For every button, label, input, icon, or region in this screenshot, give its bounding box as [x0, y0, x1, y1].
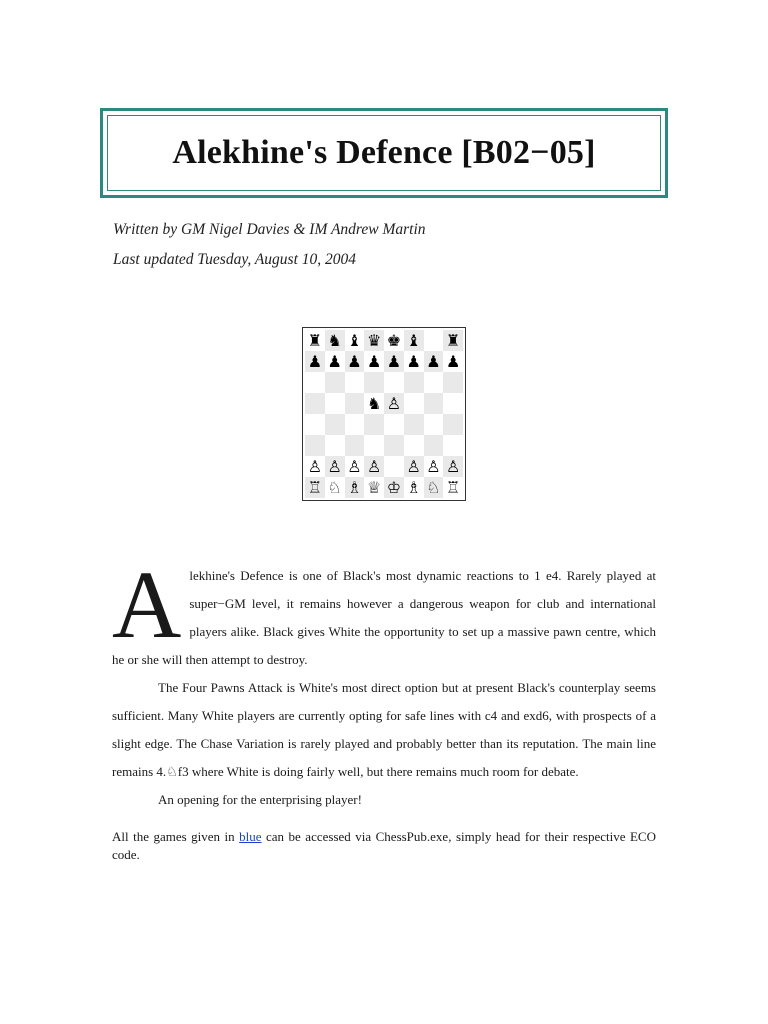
board-square: ♙ [364, 456, 384, 477]
byline-authors: Written by GM Nigel Davies & IM Andrew Martin [113, 221, 426, 238]
board-square: ♟ [443, 351, 463, 372]
board-square [305, 414, 325, 435]
board-square [424, 414, 444, 435]
board-square: ♘ [325, 477, 345, 498]
board-square [325, 414, 345, 435]
board-square: ♖ [443, 477, 463, 498]
intro-text: lekhine's Defence is one of Black's most dynamic reactions to 1 e4. Rarely played at super−GM level, it remains however a dangerous weapon for club and international players alike. Black gives White the opportunity to set up a massive pawn centre, which he or she will then attempt to destroy. [112, 568, 656, 667]
board-square [325, 372, 345, 393]
board-square: ♞ [325, 330, 345, 351]
board-square [384, 435, 404, 456]
board-square [305, 372, 325, 393]
board-square: ♜ [305, 330, 325, 351]
board-square [345, 414, 365, 435]
board-square [404, 372, 424, 393]
board-square [443, 372, 463, 393]
chess-diagram [302, 327, 466, 501]
board-square [443, 435, 463, 456]
board-square [305, 393, 325, 414]
board-square [404, 393, 424, 414]
board-square: ♟ [384, 351, 404, 372]
chess-board-grid [305, 330, 463, 498]
board-square: ♟ [424, 351, 444, 372]
board-square: ♙ [424, 456, 444, 477]
page-title: Alekhine's Defence [B02−05] [172, 134, 596, 171]
board-square: ♙ [345, 456, 365, 477]
board-square: ♘ [424, 477, 444, 498]
board-square [364, 414, 384, 435]
board-square [364, 435, 384, 456]
board-square [384, 456, 404, 477]
board-square: ♟ [345, 351, 365, 372]
board-square [364, 372, 384, 393]
drop-cap: A [112, 551, 182, 658]
board-square [345, 435, 365, 456]
board-square: ♟ [364, 351, 384, 372]
board-square: ♔ [384, 477, 404, 498]
board-square [384, 414, 404, 435]
board-square [424, 330, 444, 351]
board-square [404, 414, 424, 435]
board-square [384, 372, 404, 393]
article-body [112, 551, 656, 864]
byline-updated: Last updated Tuesday, August 10, 2004 [113, 251, 356, 268]
board-square: ♙ [384, 393, 404, 414]
board-square: ♟ [305, 351, 325, 372]
board-square [443, 393, 463, 414]
board-square [404, 435, 424, 456]
board-square [345, 393, 365, 414]
board-square: ♗ [404, 477, 424, 498]
board-square: ♜ [443, 330, 463, 351]
board-square: ♙ [305, 456, 325, 477]
board-square: ♖ [305, 477, 325, 498]
board-square: ♙ [404, 456, 424, 477]
board-square: ♝ [404, 330, 424, 351]
paragraph-three: An opening for the enterprising player! [158, 792, 362, 807]
board-square [305, 435, 325, 456]
board-square: ♝ [345, 330, 365, 351]
title-box-inner [107, 115, 661, 191]
board-square: ♟ [404, 351, 424, 372]
board-square: ♛ [364, 330, 384, 351]
intro-paragraph [112, 551, 656, 674]
board-square [424, 393, 444, 414]
board-square [325, 435, 345, 456]
board-square: ♟ [325, 351, 345, 372]
board-square: ♞ [364, 393, 384, 414]
spacer [112, 814, 656, 828]
footer-note-after: can be accessed via ChessPub.exe, simply head for their respective ECO code. [112, 829, 656, 862]
board-square: ♕ [364, 477, 384, 498]
board-square: ♗ [345, 477, 365, 498]
board-square [424, 372, 444, 393]
footer-note-before: All the games given in [112, 829, 240, 844]
board-square [443, 414, 463, 435]
board-square: ♚ [384, 330, 404, 351]
footer-note [112, 828, 656, 864]
board-square [424, 435, 444, 456]
board-square [325, 393, 345, 414]
blue-link[interactable]: blue [239, 829, 262, 844]
board-square [345, 372, 365, 393]
board-square: ♙ [443, 456, 463, 477]
paragraph-two: The Four Pawns Attack is White's most direct option but at present Black's counterplay seems sufficient. Many White players are currently opting for safe lines with c4 and exd6, with prospects of a slight edge. The Chase Variation is rarely played and probably better than its reputation. The main line remains 4.♘f3 where White is doing fairly well, but there remains much room for debate. [112, 680, 656, 779]
title-box [100, 108, 668, 198]
board-square: ♙ [325, 456, 345, 477]
